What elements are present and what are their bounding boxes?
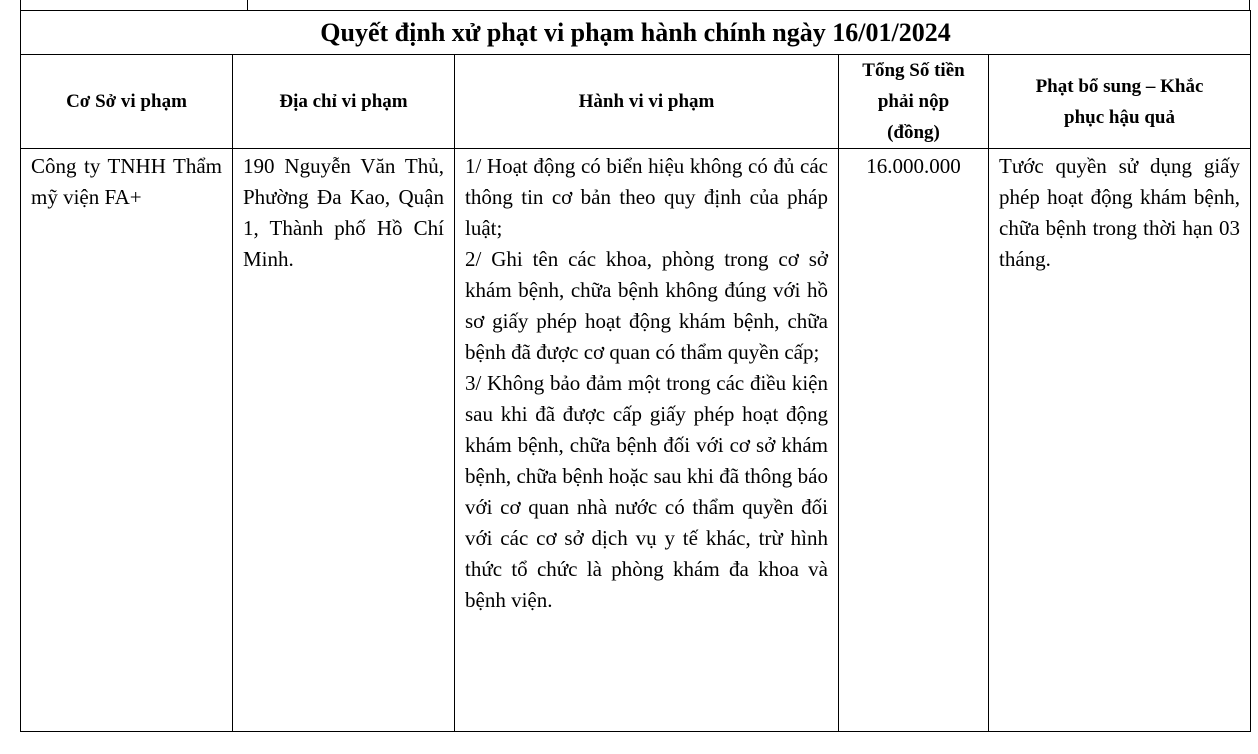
header-total-amount-line1: Tổng Số tiền (862, 60, 965, 81)
header-establishment: Cơ Sở vi phạm (21, 55, 233, 149)
header-additional-penalty (989, 55, 1251, 149)
title-row (21, 11, 1251, 55)
header-row (21, 55, 1251, 149)
table-title: Quyết định xử phạt vi phạm hành chính ngày 16/01/2024 (21, 11, 1251, 55)
cell-total-amount: 16.000.000 (839, 149, 989, 732)
header-total-amount (839, 55, 989, 149)
cell-additional-penalty: Tước quyền sử dụng giấy phép hoạt động khám bệnh, chữa bệnh trong thời hạn 03 tháng. (989, 149, 1251, 732)
header-violation: Hành vi vi phạm (455, 55, 839, 149)
header-address: Địa chỉ vi phạm (233, 55, 455, 149)
document-sheet (20, 0, 1250, 750)
header-additional-line1: Phạt bổ sung – Khắc (1035, 75, 1204, 97)
violation-item-2: 2/ Ghi tên các khoa, phòng trong cơ sở khám bệnh, chữa bệnh không đúng với hồ sơ giấy phép hoạt động khám bệnh, chữa bệnh đã được cơ quan có thẩm quyền cấp; (465, 247, 828, 364)
cell-establishment: Công ty TNHH Thẩm mỹ viện FA+ (21, 149, 233, 732)
table-row (21, 149, 1251, 732)
header-total-amount-line3: (đồng) (887, 122, 940, 143)
header-additional-line2: phục hậu quả (1064, 106, 1175, 128)
violation-item-1: 1/ Hoạt động có biển hiệu không có đủ các thông tin cơ bản theo quy định của pháp luật; (465, 154, 828, 240)
violation-table (20, 10, 1251, 732)
violation-item-3: 3/ Không bảo đảm một trong các điều kiện sau khi đã được cấp giấy phép hoạt động khám bệnh, chữa bệnh đối với cơ sở khám bệnh, chữa bệnh hoặc sau khi đã thông báo với cơ quan nhà nước có thẩm quyền đối với các cơ sở dịch vụ y tế khác, trừ hình thức tổ chức là phòng khám đa khoa và bệnh viện. (465, 371, 828, 612)
cell-address: 190 Nguyễn Văn Thủ, Phường Đa Kao, Quận 1, Thành phố Hồ Chí Minh. (233, 149, 455, 732)
cell-violation (455, 149, 839, 732)
header-total-amount-line2: phải nộp (877, 91, 950, 112)
